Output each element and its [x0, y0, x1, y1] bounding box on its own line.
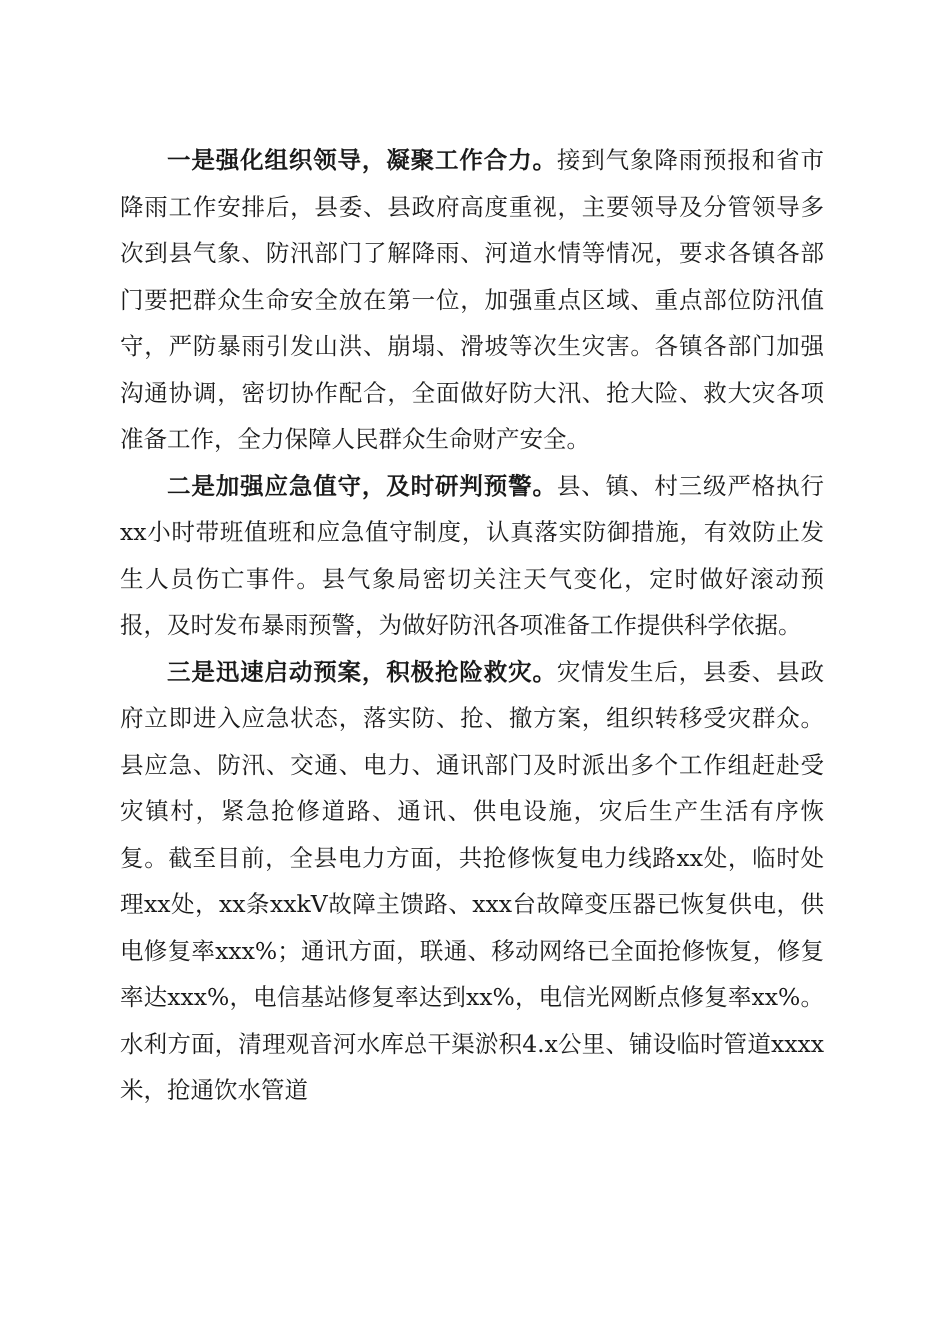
paragraph-3-text: 灾情发生后，县委、县政府立即进入应急状态，落实防、抢、撤方案，组织转移受灾群众。县应急、防汛、交通、电力、通讯部门及时派出多个工作组赶赴受灾镇村，紧急抢修道路、通讯、供电设施，灾后生产生活有序恢复。截至目前，全县电力方面，共抢修恢复电力线路xx处，临时处理xx处，xx条xxkV故障主馈路、xxx台故障变压器已恢复供电，供电修复率xxx%；通讯方面，联通、移动网络已全面抢修恢复，修复率达xxx%，电信基站修复率达到xx%，电信光网断点修复率xx%。水利方面，清理观音河水库总干渠淤积4.x公里、铺设临时管道xxxx米，抢通饮水管道	[120, 657, 825, 1104]
paragraph-2-text: 县、镇、村三级严格执行xx小时带班值班和应急值守制度，认真落实防御措施，有效防止发生人员伤亡事件。县气象局密切关注天气变化，定时做好滚动预报，及时发布暴雨预警，为做好防汛各项准备工作提供科学依据。	[120, 471, 825, 639]
paragraph-1-text: 接到气象降雨预报和省市降雨工作安排后，县委、县政府高度重视，主要领导及分管领导多次到县气象、防汛部门了解降雨、河道水情等情况，要求各镇各部门要把群众生命安全放在第一位，加强重点区域、重点部位防汛值守，严防暴雨引发山洪、崩塌、滑坡等次生灾害。各镇各部门加强沟通协调，密切协作配合，全面做好防大汛、抢大险、救大灾各项准备工作，全力保障人民群众生命财产安全。	[120, 146, 825, 453]
paragraph-3-heading: 三是迅速启动预案，积极抢险救灾。	[167, 657, 557, 686]
paragraph-1-heading: 一是强化组织领导，凝聚工作合力。	[167, 146, 557, 174]
paragraph-2	[120, 463, 824, 649]
paragraph-1	[120, 137, 824, 463]
paragraph-2-heading: 二是加强应急值守，及时研判预警。	[167, 471, 557, 500]
paragraph-3	[120, 649, 824, 1114]
document-body	[120, 137, 824, 1114]
